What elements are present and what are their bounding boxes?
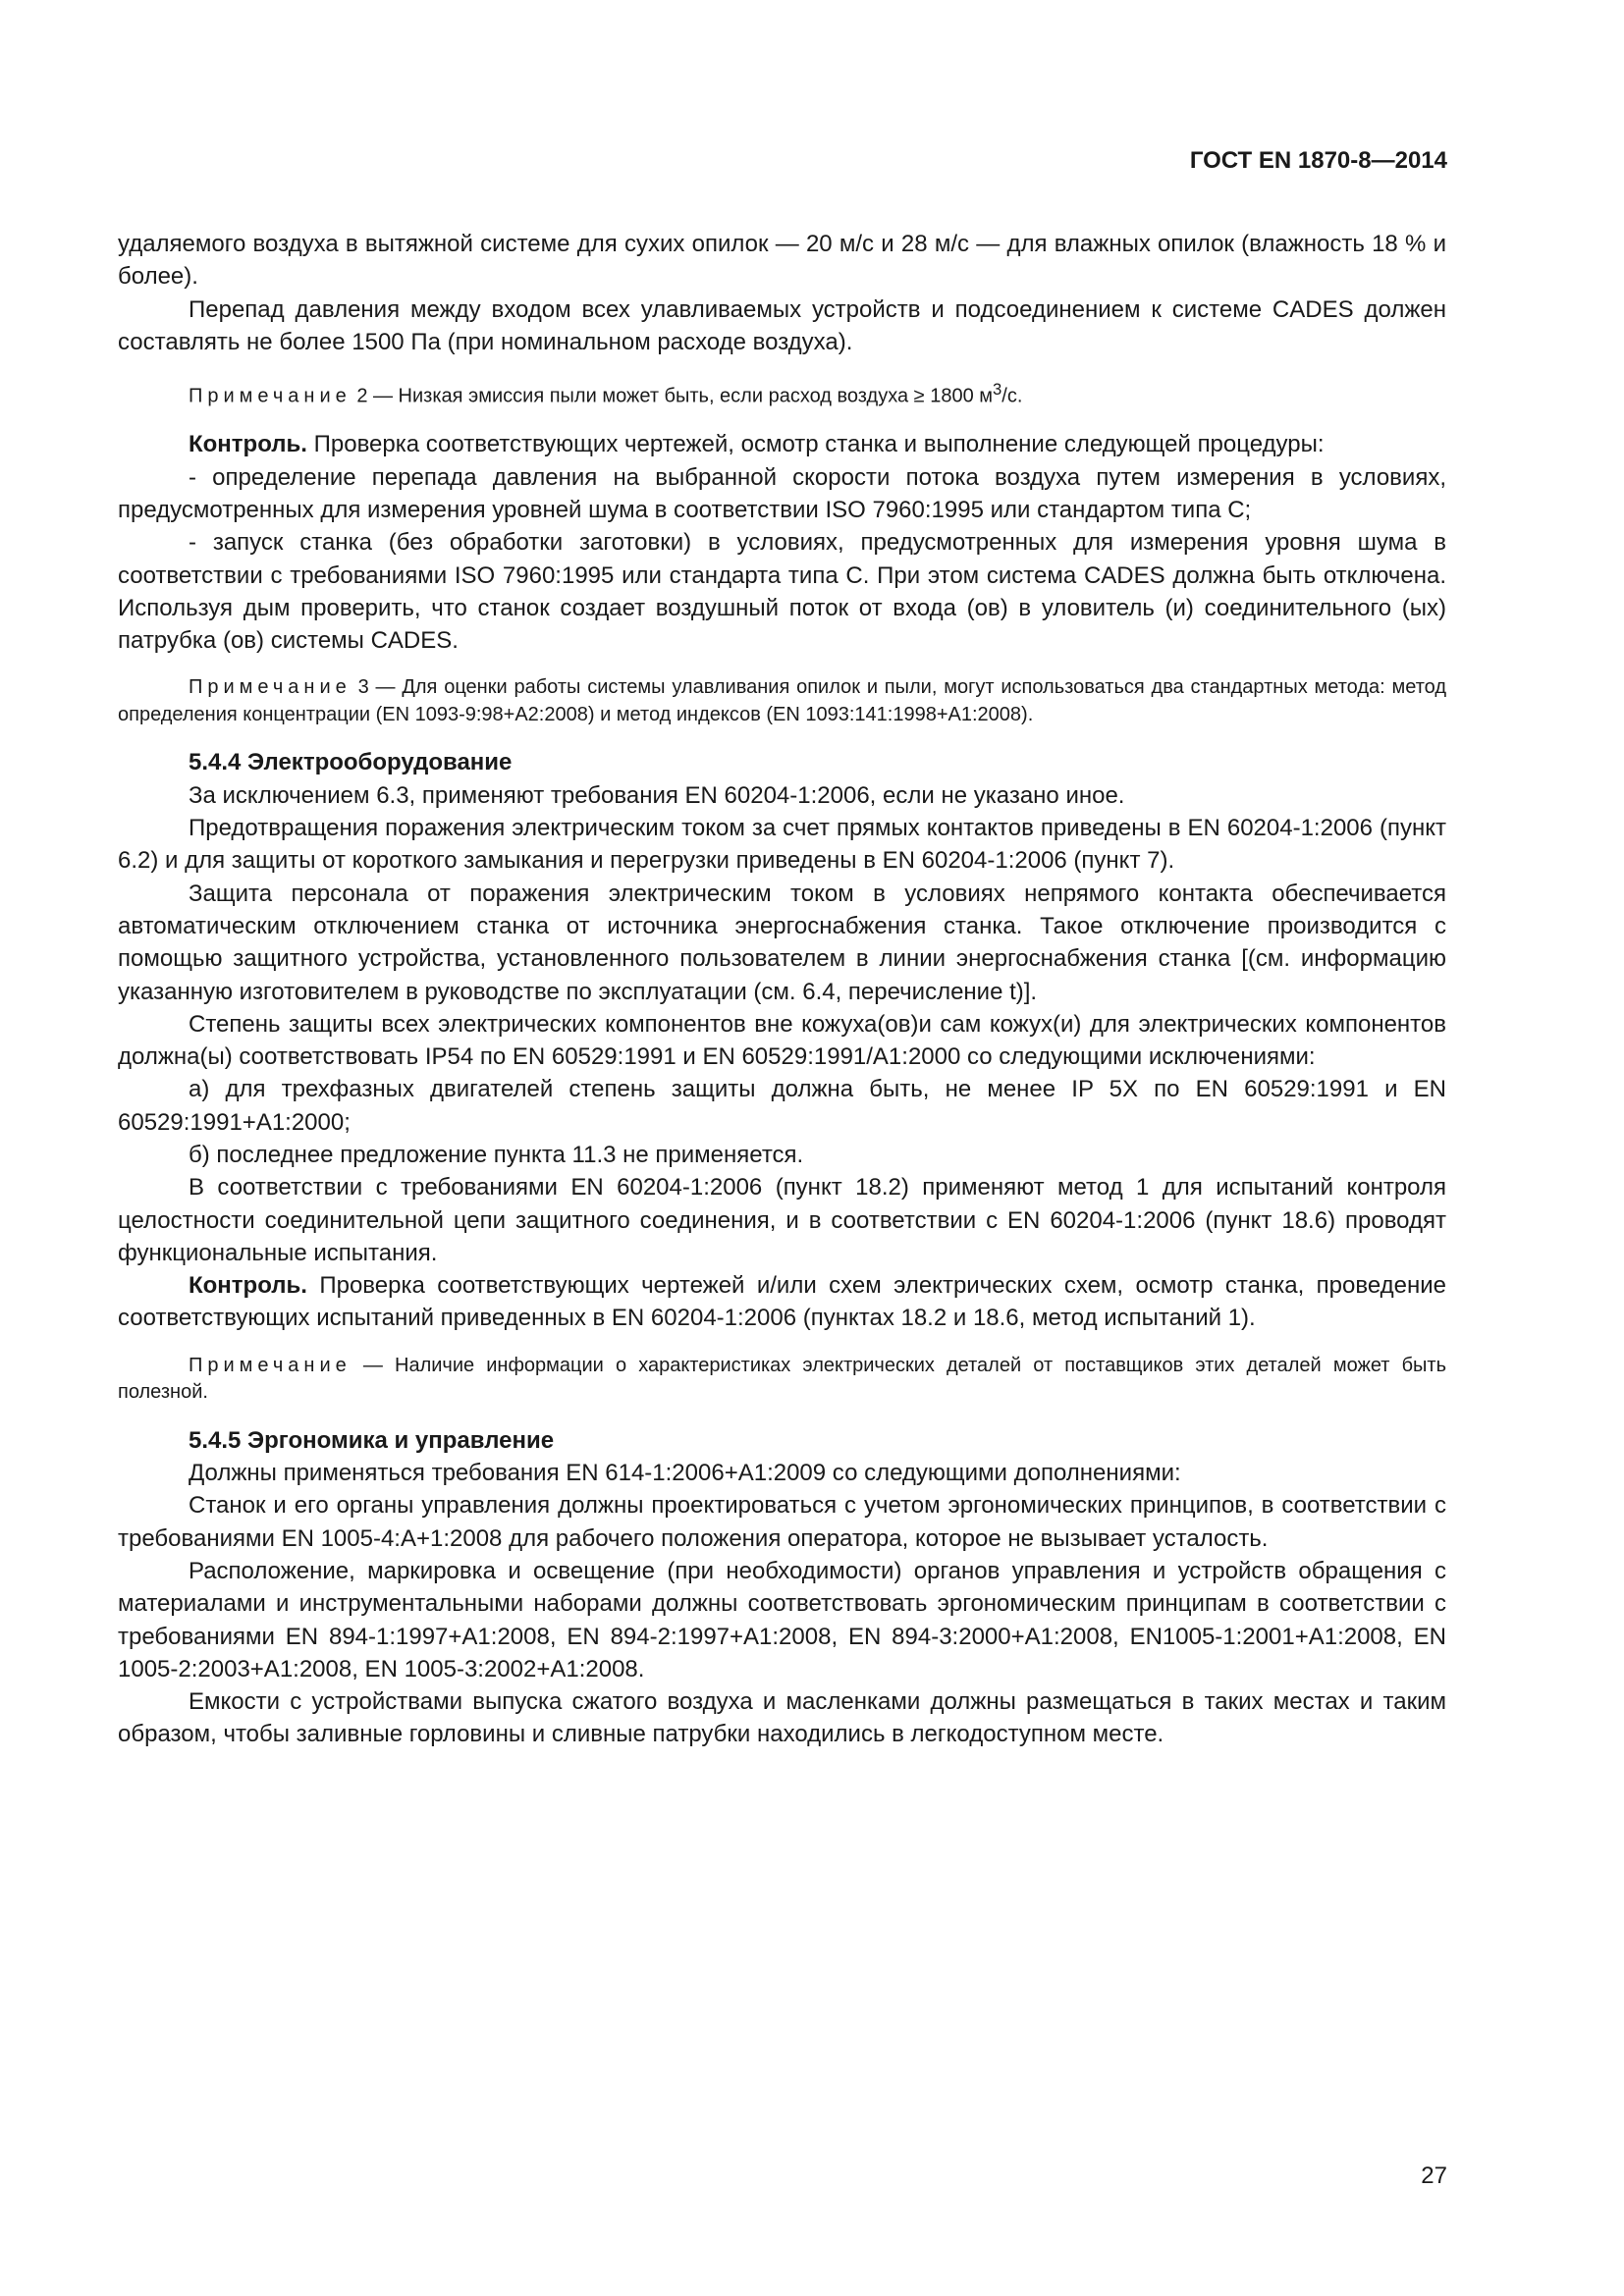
note-superscript: 3 [993, 380, 1002, 400]
control-paragraph [118, 428, 1446, 460]
list-item: - запуск станка (без обработки заготовки) в условиях, предусмотренных для измерения уровня шума в соответствии с требованиями ISO 7960:1995 или стандарта типа С. При этом система CADES должна быть отключена. Используя дым проверить, что станок создает воздушный поток от входа (ов) в уловитель (и) соединительного (ых) патрубка (ов) системы CADES. [118, 529, 1446, 655]
page-content [118, 228, 1446, 1751]
paragraph: Предотвращения поражения электрическим током за счет прямых контактов приведены в EN 60204-1:2006 (пункт 6.2) и для защиты от короткого замыкания и перегрузки приведены в EN 60204-1:2006 (пункт 7). [118, 815, 1446, 875]
control-text: Проверка соответствующих чертежей, осмотр станка и выполнение следующей процедуры: [306, 431, 1325, 458]
control-label: Контроль. [189, 431, 307, 458]
page-number: 27 [1421, 2163, 1447, 2189]
section-heading: 5.4.4 Электрооборудование [189, 749, 513, 776]
control-label: Контроль. [189, 1272, 307, 1300]
note-tail: /с. [1001, 385, 1023, 407]
paragraph: Расположение, маркировка и освещение (при необходимости) органов управления и устройств обращения с материалами и инструментальными наборами должны соответствовать эргономическим принципам в соответствии с требованиями EN 894-1:1997+A1:2008, EN 894-2:1997+A1:2008, EN 894-3:2000+A1:2008, EN1005-1:2001+A1:2008, EN 1005-2:2003+A1:2008, EN 1005-3:2002+A1:2008. [118, 1557, 1446, 1682]
note-label: Примечание [189, 676, 352, 699]
paragraph: Должны применяться требования EN 614-1:2006+A1:2009 со следующими дополнениями: [189, 1460, 1181, 1487]
note-text: — Наличие информации о характеристиках электрических деталей от поставщиков этих деталей может быть полезной. [118, 1354, 1446, 1404]
document-header: ГОСТ EN 1870-8—2014 [1189, 147, 1447, 174]
note-4 [118, 1353, 1446, 1407]
list-item: а) для трехфазных двигателей степень защиты должна быть, не менее IP 5X по EN 60529:1991 и EN 60529:1991+A1:2000; [118, 1076, 1446, 1136]
note-text: 2 — Низкая эмиссия пыли может быть, если расход воздуха ≥ 1800 м [351, 385, 993, 407]
note-3 [118, 674, 1446, 728]
paragraph: В соответствии с требованиями EN 60204-1:2006 (пункт 18.2) применяют метод 1 для испытаний контроля целостности соединительной цепи защитного соединения, и в соответствии с EN 60204-1:2006 (пункт 18.6) проводят функциональные испытания. [118, 1174, 1446, 1266]
control-paragraph [118, 1269, 1446, 1335]
paragraph: За исключением 6.3, применяют требования EN 60204-1:2006, если не указано иное. [189, 781, 1125, 809]
paragraph: Емкости с устройствами выпуска сжатого воздуха и масленками должны размещаться в таких местах и таким образом, чтобы заливные горловины и сливные патрубки находились в легкодоступном месте. [118, 1688, 1446, 1748]
paragraph: Степень защиты всех электрических компонентов вне кожуха(ов)и сам кожух(и) для электрических компонентов должна(ы) соответствовать IP54 по EN 60529:1991 и EN 60529:1991/A1:2000 со следующими исключениями: [118, 1010, 1446, 1071]
note-label: Примечание [189, 1354, 352, 1376]
paragraph: Станок и его органы управления должны проектироваться с учетом эргономических принципов, в соответствии с требованиями EN 1005-4:A+1:2008 для рабочего положения оператора, которое не вызывает усталость. [118, 1492, 1446, 1552]
note-label: Примечание [189, 385, 352, 407]
control-text: Проверка соответствующих чертежей и/или схем электрических схем, осмотр станка, проведение соответствующих испытаний приведенных в EN 60204-1:2006 (пунктах 18.2 и 18.6, метод испытаний 1). [118, 1272, 1446, 1332]
list-item: - определение перепада давления на выбранной скорости потока воздуха путем измерения в условиях, предусмотренных для измерения уровней шума в соответствии ISO 7960:1995 или стандартом типа С; [118, 463, 1446, 523]
paragraph: Перепад давления между входом всех улавливаемых устройств и подсоединением к системе CADES должен составлять не более 1500 Па (при номинальном расходе воздуха). [118, 295, 1446, 355]
paragraph: Защита персонала от поражения электрическим током в условиях непрямого контакта обеспечивается автоматическим отключением станка от источника энергоснабжения станка. Такое отключение производится с помощью защитного устройства, установленного пользователем в линии энергоснабжения станка [(см. информацию указанную изготовителем в руководстве по эксплуатации (см. 6.4, перечисление t)]. [118, 880, 1446, 1005]
list-item: б) последнее предложение пункта 11.3 не применяется. [189, 1141, 804, 1168]
section-heading: 5.4.5 Эргономика и управление [189, 1426, 555, 1454]
note-2 [118, 376, 1446, 410]
note-text: 3 — Для оценки работы системы улавливания опилок и пыли, могут использоваться два стандартных метода: метод определения концентрации (EN 1093-9:98+A2:2008) и метод индексов (EN 1093:141:1998+A1:2008). [118, 676, 1446, 725]
paragraph: удаляемого воздуха в вытяжной системе для сухих опилок — 20 м/с и 28 м/с — для влажных опилок (влажность 18 % и более). [118, 231, 1446, 291]
